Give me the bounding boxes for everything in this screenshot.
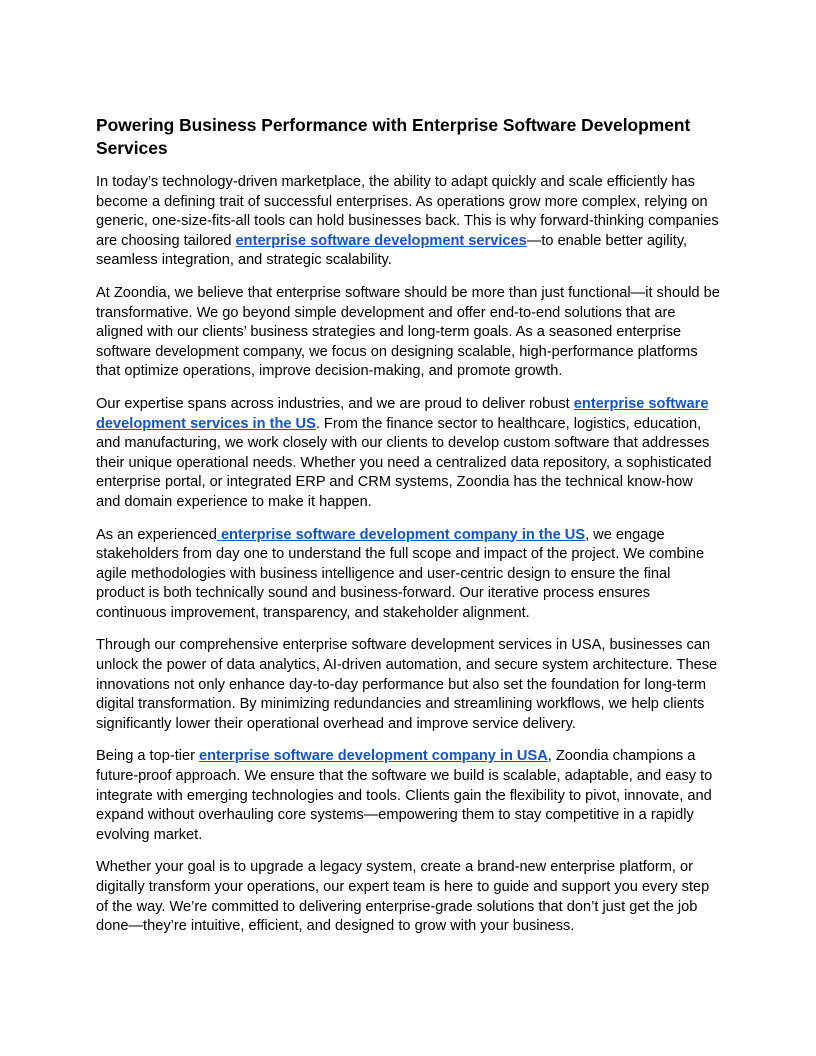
paragraph-text: Our expertise spans across industries, and we are proud to deliver robust (96, 395, 574, 412)
paragraph-comprehensive-services: Through our comprehensive enterprise software development services in USA, businesses can unlock the power of data analytics, AI-driven automation, and secure system architecture. These innovations not only enhance day-to-day performance but also set the foundation for long-term digital transformation. By minimizing redundancies and streamlining workflows, we help clients significantly lower their operational overhead and improve service delivery. (96, 637, 718, 732)
paragraph-intro (96, 173, 720, 271)
paragraph-text: Being a top-tier (96, 748, 200, 765)
paragraph-text: , Zoondia champions a future-proof approach. We ensure that the software we build is scalable, adaptable, and easy to integrate with emerging technologies and tools. Clients gain the flexibility to pivot, innovate, and expand without overhauling core systems—empowering them to stay competitive in a rapidly evolving market. (96, 748, 713, 843)
document-page (96, 114, 720, 950)
paragraph-zoondia-belief: At Zoondia, we believe that enterprise software should be more than just functional—it should be transformative. We go beyond simple development and offer end-to-end solutions that are aligned with our clients’ business strategies and long-term goals. As a seasoned enterprise software development company, we focus on designing scalable, high-performance platforms that optimize operations, improve decision-making, and promote growth. (96, 284, 720, 380)
paragraph-text: As an experienced (96, 526, 217, 543)
paragraph-top-tier (96, 747, 720, 845)
paragraph-text: . From the finance sector to healthcare, logistics, education, and manufacturing, we work closely with our clients to develop custom software that addresses their unique operational needs. Whether you need a centralized data repository, a sophisticated enterprise portal, or integrated ERP and CRM systems, Zoondia has the technical know-how and domain experience to make it happen. (96, 415, 712, 510)
paragraph-text: , we engage stakeholders from day one to understand the full scope and impact of the project. We combine agile methodologies with business intelligence and user-centric design to ensure the final product is both technically sound and business-forward. Our iterative process ensures continuous improvement, transparency, and stakeholder alignment. (96, 526, 705, 621)
link-enterprise-software-development-services[interactable]: enterprise software development services (235, 232, 527, 249)
paragraph-expertise (96, 395, 720, 513)
link-enterprise-company-in-the-us[interactable]: enterprise software development company in the US (216, 526, 586, 543)
document-title: Powering Business Performance with Enterprise Software Development Services (96, 115, 691, 158)
paragraph-closing: Whether your goal is to upgrade a legacy system, create a brand-new enterprise platform, or digitally transform your operations, our expert team is here to guide and support you every step of the way. We’re committed to delivering enterprise-grade solutions that don’t just get the job done—they’re intuitive, efficient, and designed to grow with your business. (96, 859, 710, 935)
paragraph-text: In today’s technology-driven marketplace, the ability to adapt quickly and scale efficiently has become a defining trait of successful enterprises. As operations grow more complex, relying on generic, one-size-fits-all tools can hold businesses back. This is why forward-thinking companies are choosing tailored (96, 174, 719, 249)
paragraph-text: —to enable better agility, seamless integration, and strategic scalability. (96, 232, 688, 269)
link-enterprise-company-in-usa[interactable]: enterprise software development company in USA (199, 748, 548, 765)
paragraph-experienced-company (96, 526, 720, 624)
link-enterprise-services-in-the-us[interactable]: enterprise software development services in the US (96, 395, 709, 432)
